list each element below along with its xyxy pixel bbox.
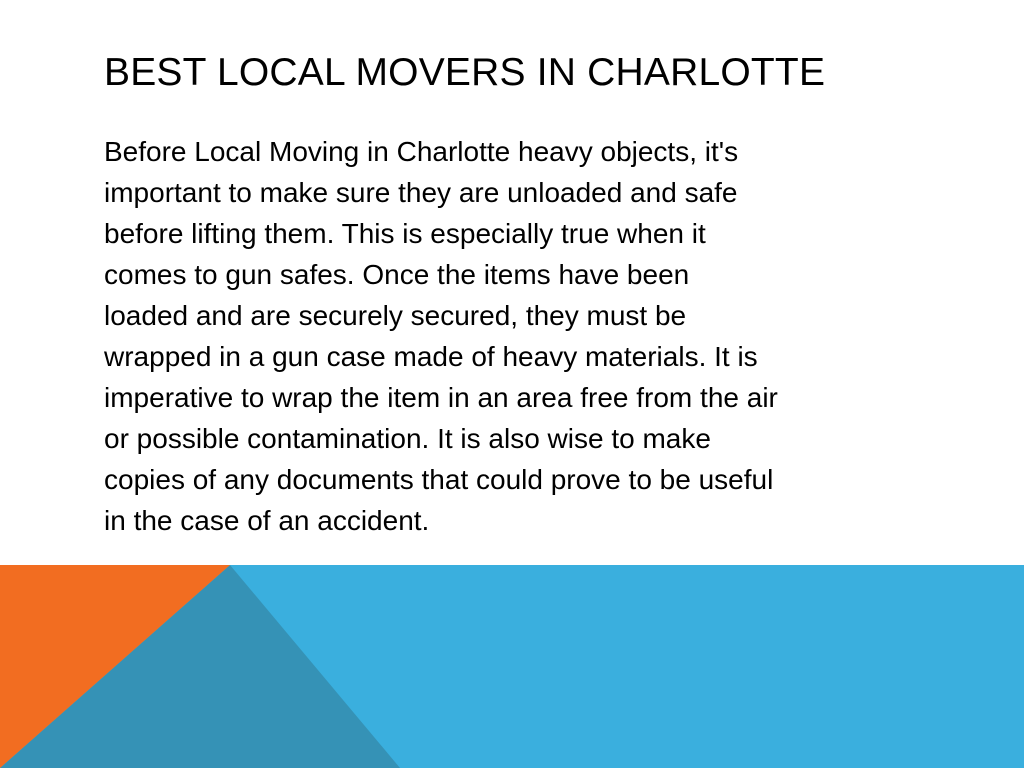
body-line: comes to gun safes. Once the items have been bbox=[104, 259, 690, 290]
footer-decoration bbox=[0, 565, 1024, 768]
slide-body bbox=[104, 131, 934, 541]
body-line: or possible contamination. It is also wise to make bbox=[104, 423, 711, 454]
body-line: before lifting them. This is especially true when it bbox=[104, 218, 706, 249]
body-line: copies of any documents that could prove to be useful bbox=[104, 464, 774, 495]
body-line: Before Local Moving in Charlotte heavy objects, it's bbox=[104, 136, 739, 167]
body-line: imperative to wrap the item in an area free from the air bbox=[104, 382, 778, 413]
slide-title: BEST LOCAL MOVERS IN CHARLOTTE bbox=[104, 51, 826, 94]
body-line: in the case of an accident. bbox=[104, 505, 430, 536]
body-line: wrapped in a gun case made of heavy materials. It is bbox=[104, 341, 758, 372]
body-line: important to make sure they are unloaded and safe bbox=[104, 177, 738, 208]
body-line: loaded and are securely secured, they must be bbox=[104, 300, 687, 331]
